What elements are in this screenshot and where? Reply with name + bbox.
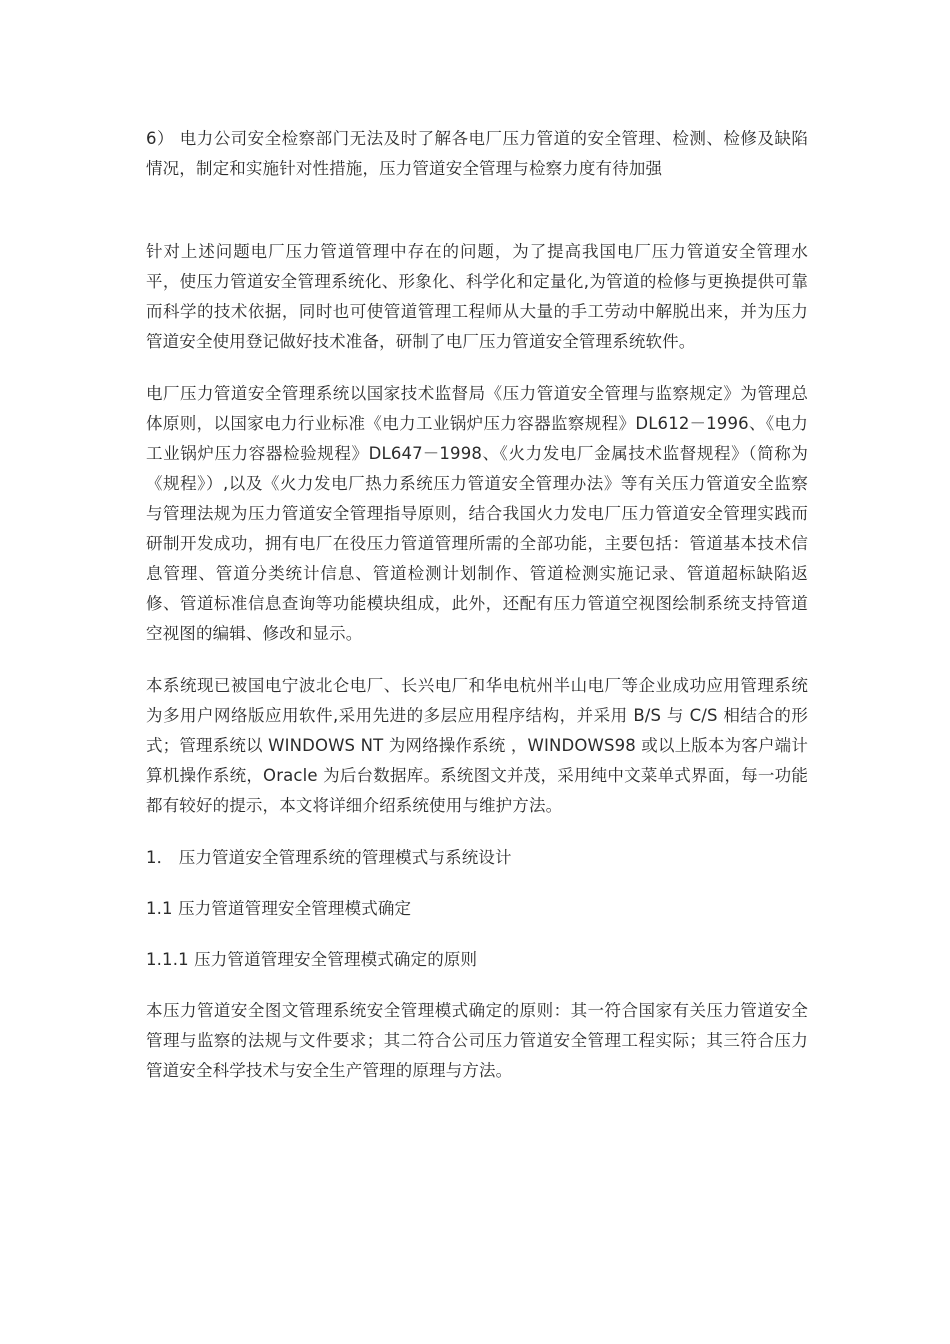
paragraph-background: 针对上述问题电厂压力管道管理中存在的问题，为了提高我国电厂压力管道安全管理水平，使压力管道安全管理系统化、形象化、科学化和定量化,为管道的检修与更换提供可靠而科学的技术依据，同时也可使管道管理工程师从大量的手工劳动中解脱出来，并为压力管道安全使用登记做好技术准备，研制了电厂压力管道安全管理系统软件。 [146,242,808,351]
paragraph-principles: 本压力管道安全图文管理系统安全管理模式确定的原则：其一符合国家有关压力管道安全管理与监察的法规与文件要求；其二符合公司压力管道安全管理工程实际；其三符合压力管道安全科学技术与安全生产管理的原理与方法。 [146,1001,808,1080]
document-page [146,124,808,1108]
section-heading-1: 1． 压力管道安全管理系统的管理模式与系统设计 [146,848,512,867]
paragraph-standards: 电厂压力管道安全管理系统以国家技术监督局《压力管道安全管理与监察规定》为管理总体原则，以国家电力行业标准《电力工业锅炉压力容器监察规程》DL612－1996、《电力工业锅炉压力容器检验规程》DL647－1998、《火力发电厂金属技术监督规程》（简称为《规程》）,以及《火力发电厂热力系统压力管道安全管理办法》等有关压力管道安全监察与管理法规为压力管道安全管理指导原则，结合我国火力发电厂压力管道安全管理实践而研制开发成功，拥有电厂在役压力管道管理所需的全部功能，主要包括：管道基本技术信息管理、管道分类统计信息、管道检测计划制作、管道检测实施记录、管道超标缺陷返修、管道标准信息查询等功能模块组成，此外，还配有压力管道空视图绘制系统支持管道空视图的编辑、修改和显示。 [146,384,808,643]
section-heading-1-1-1: 1.1.1 压力管道管理安全管理模式确定的原则 [146,950,478,969]
section-heading-1-1: 1.1 压力管道管理安全管理模式确定 [146,899,412,918]
paragraph-item-6: 6） 电力公司安全检察部门无法及时了解各电厂压力管道的安全管理、检测、检修及缺陷情况，制定和实施针对性措施，压力管道安全管理与检察力度有待加强 [146,129,808,178]
paragraph-deployment: 本系统现已被国电宁波北仑电厂、长兴电厂和华电杭州半山电厂等企业成功应用管理系统为多用户网络版应用软件,采用先进的多层应用程序结构，并采用 B/S 与 C/S 相结合的形式；管理系统以 WINDOWS NT 为网络操作系统 ，WINDOWS98 或以上版本为客户端计算机操作系统，Oracle 为后台数据库。系统图文并茂，采用纯中文菜单式界面，每一功能都有较好的提示，本文将详细介绍系统使用与维护方法。 [146,676,808,815]
